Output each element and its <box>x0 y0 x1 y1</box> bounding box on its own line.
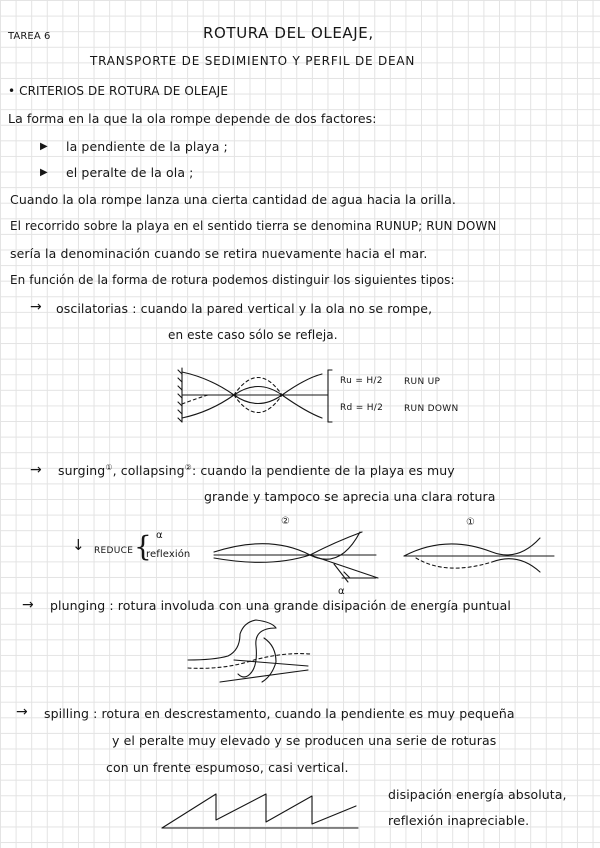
spilling-line: spilling : rotura en descrestamento, cuando la pendiente es muy pequeña <box>44 706 515 721</box>
paragraph-line: Cuando la ola rompe lanza una cierta cantidad de agua hacia la orilla. <box>10 192 456 207</box>
rundown-label: RUN DOWN <box>404 404 459 414</box>
mark-1: ① <box>105 463 113 472</box>
page-title: ROTURA DEL OLEAJE, <box>203 24 374 42</box>
rundown-formula: Rd = H/2 <box>340 403 384 413</box>
angle-alpha: α <box>338 586 345 597</box>
bullet-slope: la pendiente de la playa ; <box>66 139 228 154</box>
triangle-bullet-icon: ▶ <box>40 167 48 178</box>
bullet-steepness: el peralte de la ola ; <box>66 165 194 180</box>
down-arrow-icon: ↓ <box>72 536 85 554</box>
spilling-line-2: y el peralte muy elevado y se producen una serie de roturas <box>112 733 497 748</box>
brace: { <box>134 530 152 563</box>
paragraph-line: El recorrido sobre la playa en el sentido tierra se denomina RUNUP; RUN DOWN <box>10 219 497 233</box>
oscilatorias-line: en este caso sólo se refleja. <box>168 328 338 342</box>
collapsing-diagram <box>210 530 380 592</box>
spilling-line-3: con un frente espumoso, casi vertical. <box>106 760 349 775</box>
alpha-symbol: α <box>156 530 163 541</box>
triangle-bullet-icon: ▶ <box>40 141 48 152</box>
oscilatorias-line: oscilatorias : cuando la pared vertical y la ola no se rompe, <box>56 301 433 316</box>
surging-line <box>58 463 455 478</box>
right-arrow-icon: → <box>22 597 34 613</box>
spilling-note-1: disipación energía absoluta, <box>388 787 567 802</box>
plunging-line: plunging : rotura involuda con una grande disipación de energía puntual <box>50 598 511 613</box>
intro-line: La forma en la que la ola rompe depende de dos factores: <box>8 111 377 126</box>
surging-diagram <box>402 532 558 576</box>
page-subtitle: TRANSPORTE DE SEDIMIENTO Y PERFIL DE DEAN <box>90 54 416 68</box>
right-arrow-icon: → <box>30 462 42 478</box>
figure-label-2: ② <box>281 516 291 527</box>
plunging-diagram <box>184 616 314 684</box>
collapsing-term: , collapsing <box>112 463 185 479</box>
surging-line-2: grande y tampoco se aprecia una clara rotura <box>204 489 496 504</box>
surging-def: : cuando la pendiente de la playa es muy <box>191 463 455 479</box>
assignment-label: TAREA 6 <box>8 31 51 42</box>
spilling-note-2: reflexión inapreciable. <box>388 813 530 828</box>
figure-label-1: ① <box>466 517 476 528</box>
runup-label: RUN UP <box>404 377 441 387</box>
paragraph-line: sería la denominación cuando se retira nuevamente hacia el mar. <box>10 246 428 261</box>
mark-2: ② <box>184 463 192 472</box>
runup-formula: Ru = H/2 <box>340 376 383 386</box>
bracket <box>326 368 336 424</box>
surging-term: surging <box>58 463 106 479</box>
reflexion-label: reflexión <box>146 549 191 560</box>
standing-wave-diagram <box>178 366 338 426</box>
spilling-diagram <box>160 790 360 832</box>
reduce-label: REDUCE <box>94 546 134 556</box>
paragraph-line: En función de la forma de rotura podemos distinguir los siguientes tipos: <box>10 273 455 287</box>
section-heading: • CRITERIOS DE ROTURA DE OLEAJE <box>8 84 229 98</box>
right-arrow-icon: → <box>16 704 28 720</box>
right-arrow-icon: → <box>30 299 42 315</box>
